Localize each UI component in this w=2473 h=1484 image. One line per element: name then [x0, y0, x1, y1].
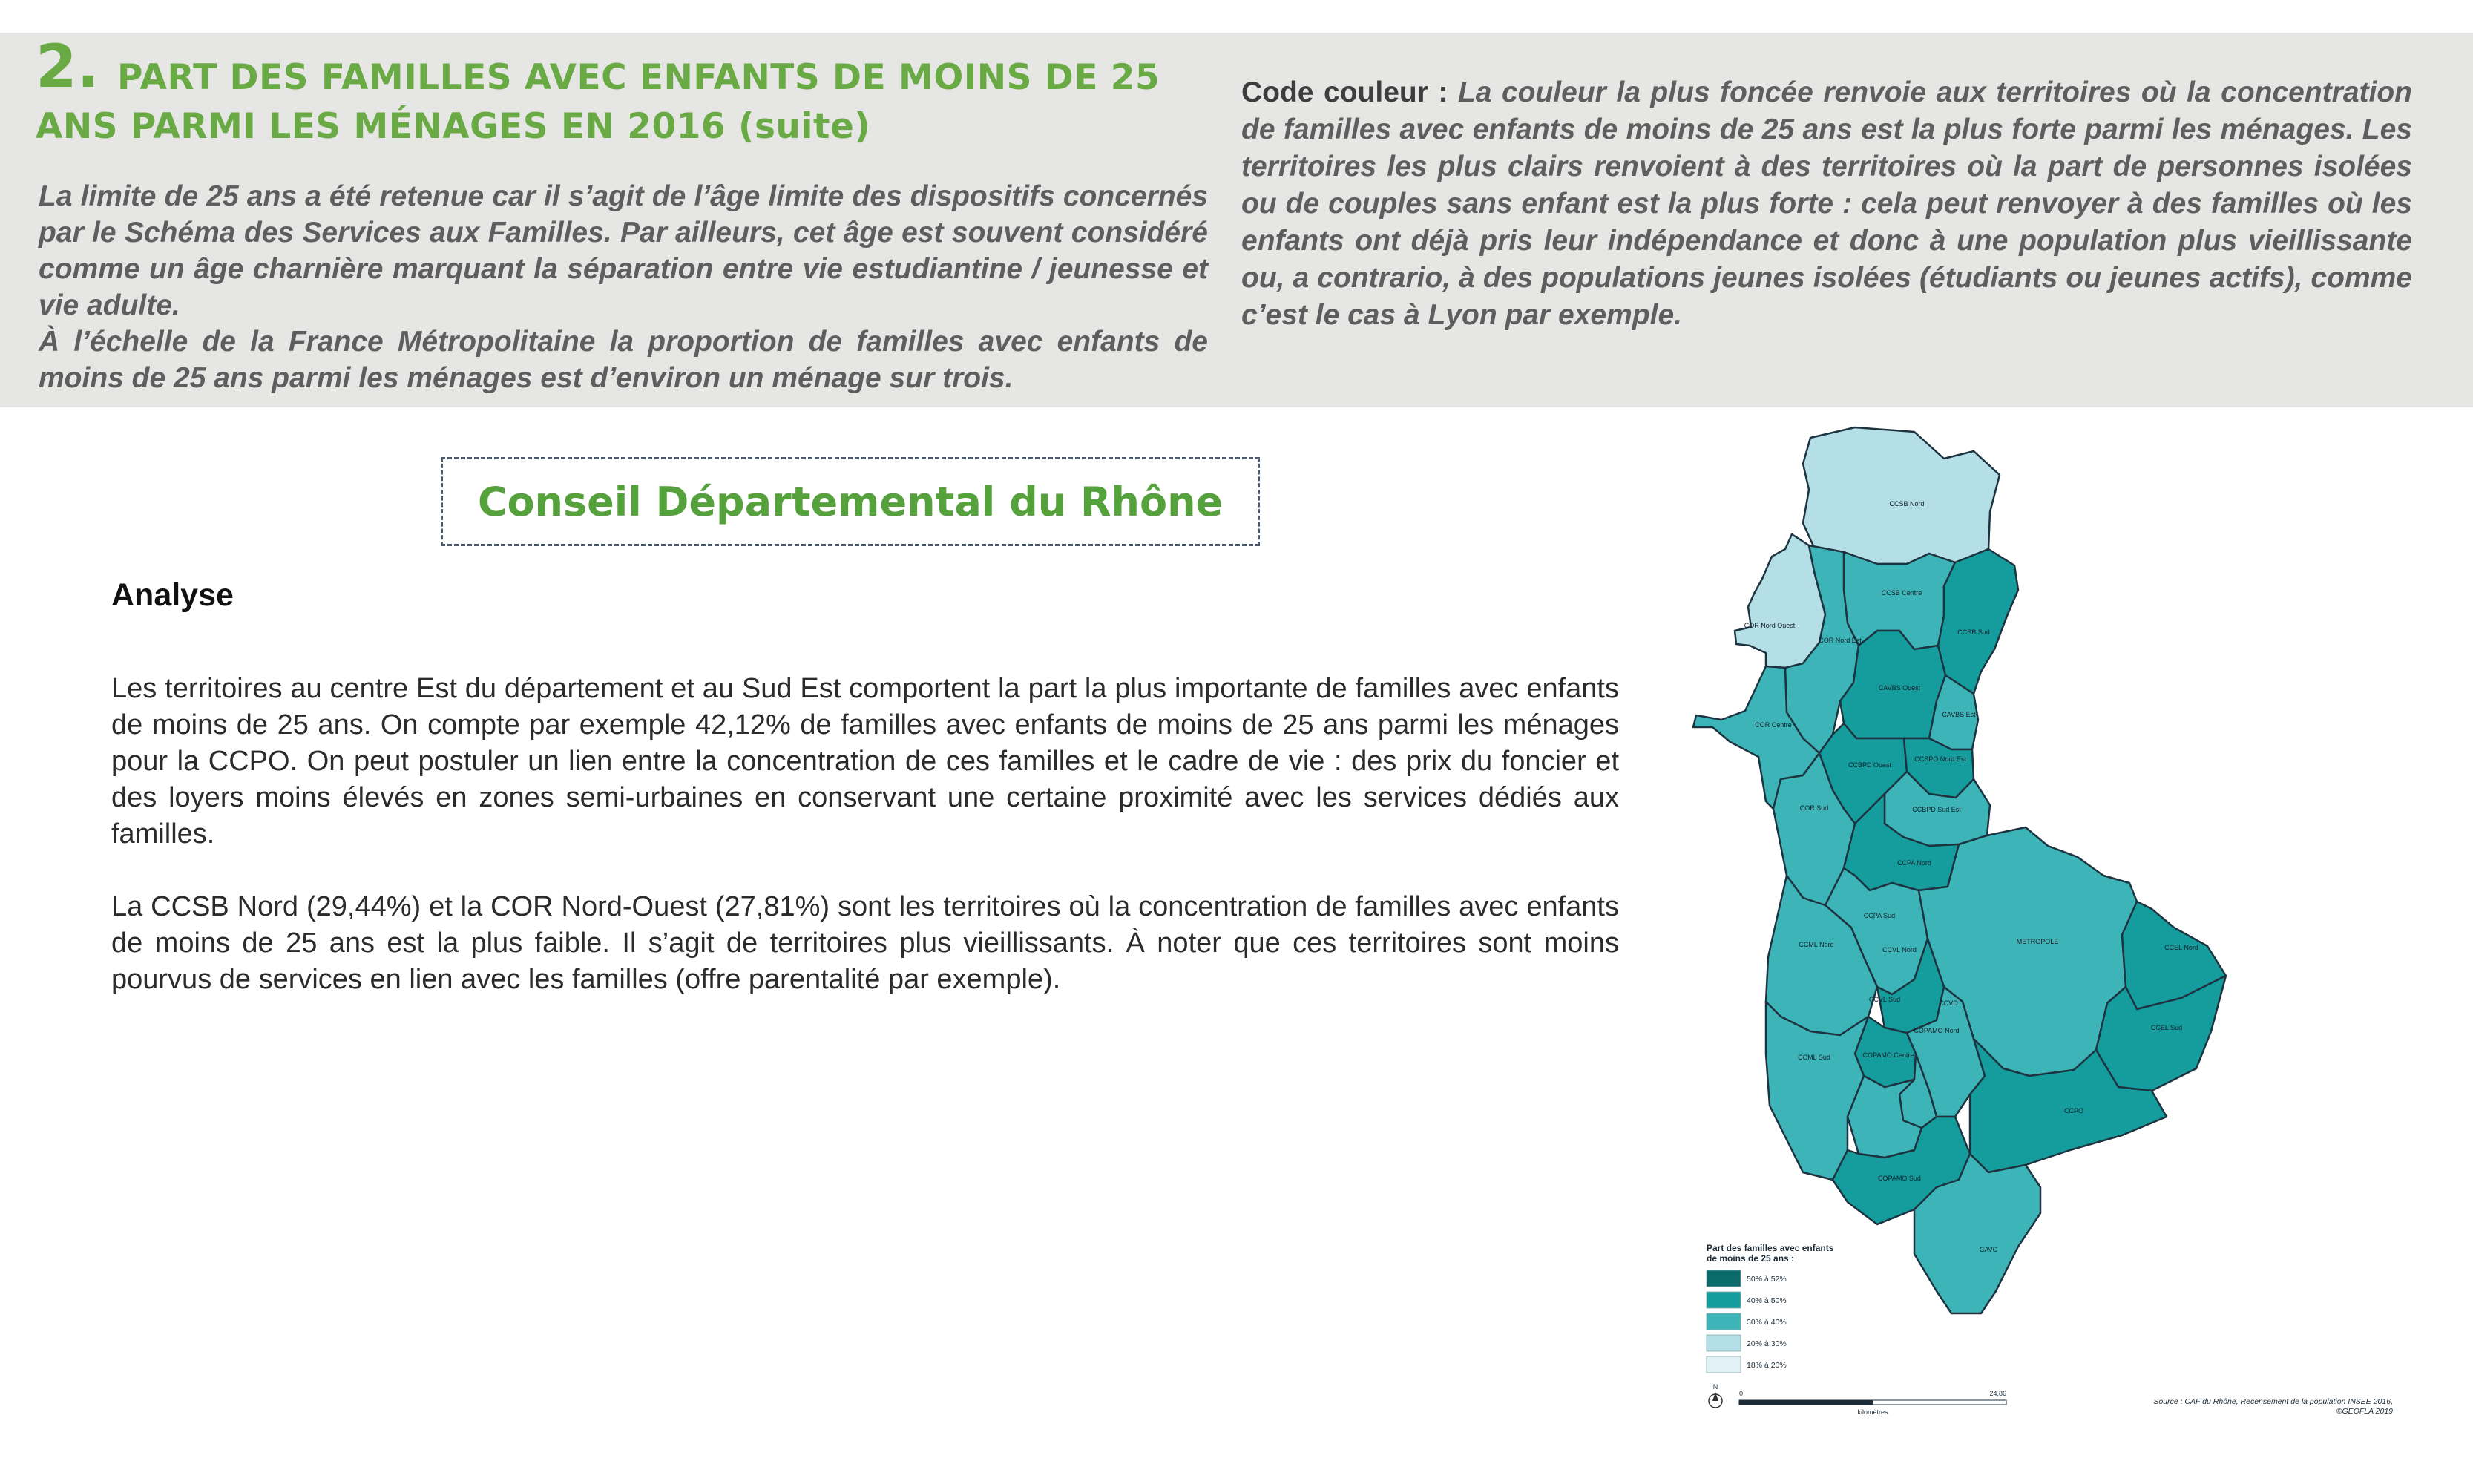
legend-label: 18% à 20%	[1747, 1361, 1787, 1370]
label-ccel-nord: CCEL Nord	[2164, 944, 2198, 951]
label-cavbs-ouest: CAVBS Ouest	[1878, 684, 1921, 692]
label-ccvl-nord: CCVL Nord	[1882, 946, 1917, 953]
label-ccml-nord: CCML Nord	[1799, 941, 1834, 948]
label-copamo-nord: COPAMO Nord	[1914, 1027, 1960, 1034]
analysis-heading: Analyse	[111, 577, 234, 613]
label-ccpa-nord: CCPA Nord	[1897, 859, 1931, 867]
label-cavc: CAVC	[1979, 1246, 1998, 1253]
label-ccvd: CCVD	[1939, 999, 1958, 1007]
section-number: 2.	[36, 32, 100, 101]
legend-swatch	[1707, 1356, 1741, 1373]
color-code-block	[1241, 74, 2412, 334]
label-ccpo: CCPO	[2063, 1107, 2084, 1114]
map-source: Source : CAF du Rhône, Recensement de la population INSEE 2016,	[2153, 1397, 2393, 1406]
legend-swatch	[1707, 1270, 1741, 1287]
label-ccspo-nord-est: CCSPO Nord Est	[1914, 755, 1966, 763]
label-ccbpd-ouest: CCBPD Ouest	[1848, 761, 1892, 769]
legend-label: 20% à 30%	[1747, 1339, 1787, 1348]
color-code-text: La couleur la plus foncée renvoie aux territoires où la concentration de familles avec enfants de moins de 25 ans est la plus forte parmi les ménages. Les territoires les plus clairs renvoient à des territoires où la part de personnes isolées ou de couples sans enfant est la plus forte : cela peut renvoyer à des familles où les enfants ont déjà pris leur indépendance et donc à une population plus vieillissante ou, a contrario, à des populations jeunes isolées (étudiants ou jeunes actifs), comme c’est le cas à Lyon par exemple.	[1241, 76, 2412, 331]
label-cavbs-est: CAVBS Est	[1942, 711, 1976, 718]
department-box	[441, 457, 1260, 546]
label-ccsb-sud: CCSB Sud	[1957, 628, 1990, 636]
department-title: Conseil Départemental du Rhône	[477, 478, 1224, 525]
scale-bar-fill	[1739, 1400, 1873, 1405]
label-cor-nord-ouest: COR Nord Ouest	[1744, 622, 1796, 629]
description-paragraph-1: La limite de 25 ans a été retenue car il s’agit de l’âge limite des dispositifs concernés par le Schéma des Services aux Familles. Par ailleurs, cet âge est souvent considéré comme un âge charnière marquant la séparation entre vie estudiantine / jeunesse et vie adulte.	[39, 180, 1208, 321]
header-description	[39, 178, 1208, 396]
legend-label: 30% à 40%	[1747, 1318, 1787, 1327]
legend-title-1: Part des familles avec enfants	[1707, 1243, 1834, 1253]
label-cor-sud: COR Sud	[1799, 804, 1829, 812]
label-ccpa-sud: CCPA Sud	[1863, 912, 1896, 919]
analysis-paragraph-1: Les territoires au centre Est du département et au Sud Est comportent la part la plus importante de familles avec enfants de moins de 25 ans. On compte par exemple 42,12% de familles avec enfants de moins de 25 ans parmi les ménages pour la CCPO. On peut postuler un lien entre la concentration de ces familles et le cadre de vie : des prix du foncier et des loyers moins élevés en zones semi-urbaines en conservant une certaine proximité avec les services dédiés aux familles.	[111, 673, 1619, 850]
label-copamo-sud: COPAMO Sud	[1878, 1175, 1921, 1182]
territory-map	[1692, 423, 2397, 1417]
label-ccsb-nord: CCSB Nord	[1889, 500, 1925, 508]
label-cor-nord-est: COR Nord Est	[1819, 637, 1862, 644]
legend-swatch	[1707, 1313, 1741, 1330]
label-metropole: METROPOLE	[2016, 938, 2059, 945]
label-cor-centre: COR Centre	[1755, 721, 1792, 729]
legend-swatch	[1707, 1292, 1741, 1308]
scale-start: 0	[1739, 1390, 1744, 1397]
scale-unit: kilomètres	[1857, 1408, 1888, 1416]
color-code-label: Code couleur :	[1241, 76, 1448, 108]
label-ccel-sud: CCEL Sud	[2150, 1024, 2183, 1031]
scale-end: 24,86	[1989, 1390, 2006, 1397]
label-copamo-centre: COPAMO Centre	[1862, 1051, 1914, 1059]
description-paragraph-2: À l’échelle de la France Métropolitaine la proportion de familles avec enfants de moins de 25 ans parmi les ménages est d’environ un ménage sur trois.	[39, 326, 1208, 394]
legend-label: 50% à 52%	[1747, 1275, 1787, 1284]
north-label: N	[1712, 1383, 1718, 1391]
label-ccsb-centre: CCSB Centre	[1881, 589, 1922, 597]
map-legend	[1707, 1243, 2393, 1416]
page-title: PART DES FAMILLES AVEC ENFANTS DE MOINS DE 25 ANS PARMI LES MÉNAGES EN 2016 (suite)	[36, 57, 1160, 147]
analysis-paragraph-2: La CCSB Nord (29,44%) et la COR Nord-Ouest (27,81%) sont les territoires où la concentration de familles avec enfants de moins de 25 ans est la plus faible. Il s’agit de territoires plus vieillissants. À noter que ces territoires sont moins pourvus de services en lien avec les familles (offre parentalité par exemple).	[111, 891, 1619, 995]
label-ccvl-sud: CCVL Sud	[1868, 996, 1901, 1003]
map-copyright: ©GEOFLA 2019	[2336, 1407, 2393, 1416]
legend-title-2: de moins de 25 ans :	[1707, 1253, 1795, 1264]
analysis-body	[111, 671, 1619, 1034]
legend-label: 40% à 50%	[1747, 1296, 1787, 1305]
legend-swatch	[1707, 1335, 1741, 1351]
territory-ccsb-nord[interactable]	[1803, 427, 2000, 564]
label-ccbpd-sud-est: CCBPD Sud Est	[1912, 806, 1961, 813]
north-arrow-needle-icon	[1712, 1392, 1718, 1401]
label-ccml-sud: CCML Sud	[1798, 1054, 1830, 1061]
